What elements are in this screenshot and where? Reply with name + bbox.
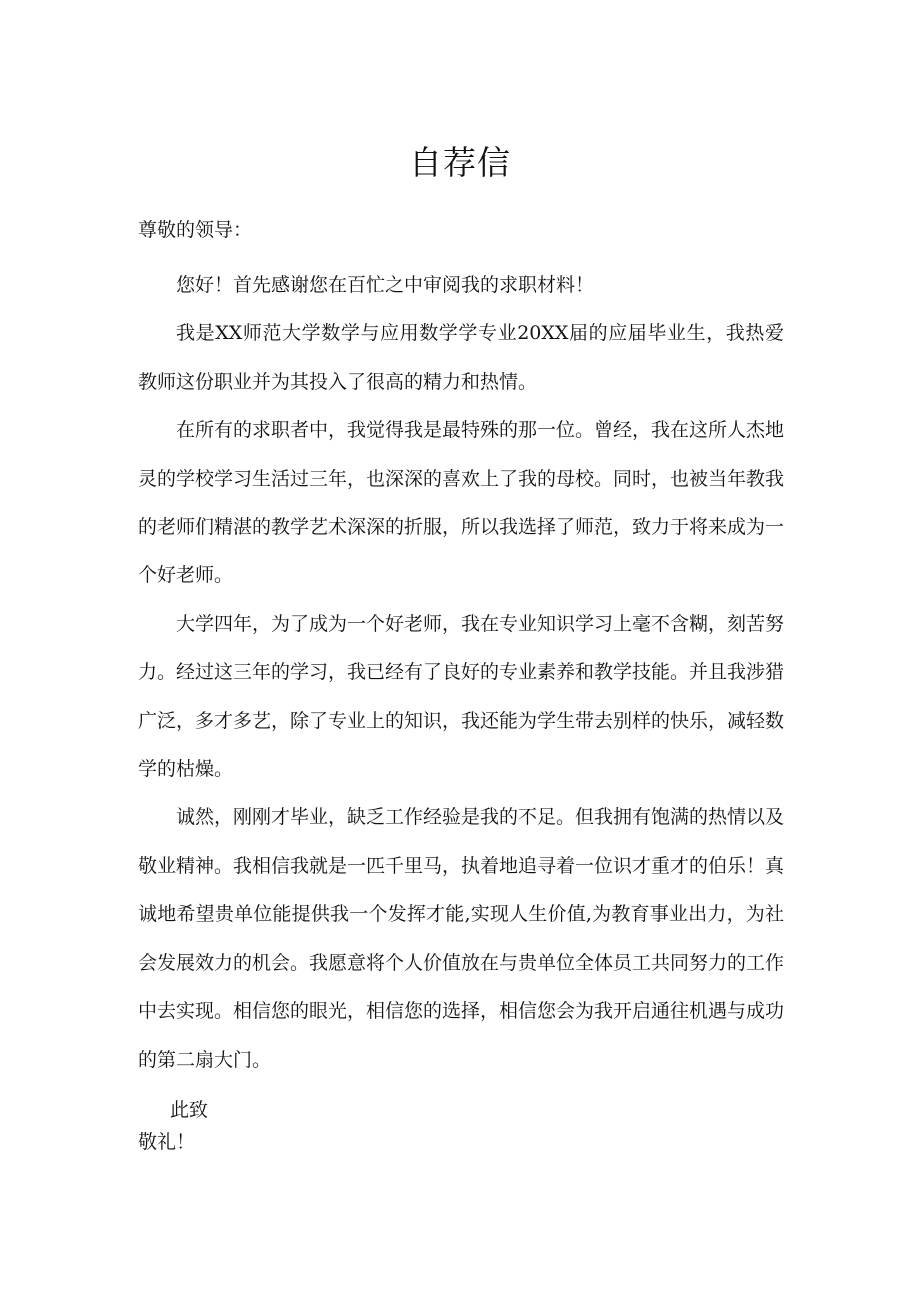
closing [138,1094,208,1158]
closing-line-1: 此致 [170,1099,209,1121]
letter-body [138,261,784,1084]
paragraph-university-study: 大学四年，为了成为一个好老师，我在专业知识学习上毫不含糊，刻苦努力。经过这三年的学习，我已经有了良好的专业素养和教学技能。并且我涉猎广泛，多才多艺，除了专业上的知识，我还能为学生带去别样的快乐，减轻数学的枯燥。 [138,612,785,781]
paragraph-conclusion: 诚然，刚刚才毕业，缺乏工作经验是我的不足。但我拥有饱满的热情以及敬业精神。我相信我就是一匹千里马，执着地追寻着一位识才重才的伯乐！真诚地希望贵单位能提供我一个发挥才能,实现人生价值,为教育事业出力，为社会发展效力的机会。我愿意将个人价值放在与贵单位全体员工共同努力的工作中去实现。相信您的眼光，相信您的选择，相信您会为我开启通往机遇与成功的第二扇大门。 [138,806,785,1071]
closing-line-2: 敬礼！ [138,1131,196,1153]
letter-title: 自荐信 [409,143,511,182]
paragraph-introduction: 我是XX师范大学数学与应用数学学专业20XX届的应届毕业生，我热爱教师这份职业并为其投入了很高的精力和热情。 [138,322,784,393]
paragraph-greeting: 您好！首先感谢您在百忙之中审阅我的求职材料！ [176,274,595,296]
salutation: 尊敬的领导： [138,219,253,241]
paragraph-school-background: 在所有的求职者中，我觉得我是最特殊的那一位。曾经，我在这所人杰地灵的学校学习生活过三年，也深深的喜欢上了我的母校。同时，也被当年教我的老师们精湛的教学艺术深深的折服，所以我选择了师范，致力于将来成为一个好老师。 [138,419,785,587]
